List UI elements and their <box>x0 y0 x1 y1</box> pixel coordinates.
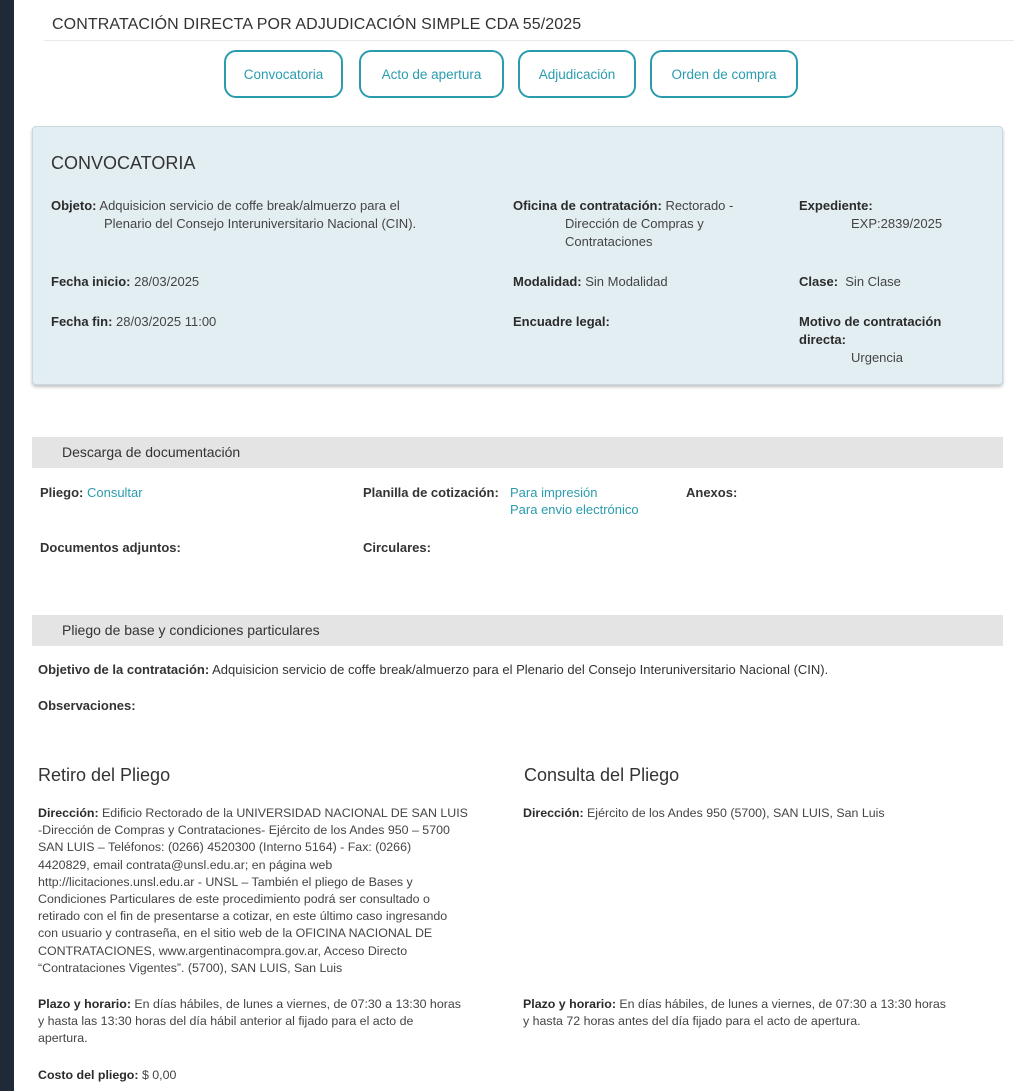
retiro-direccion-label: Dirección: <box>38 806 99 820</box>
objeto-value-line1: Adquisicion servicio de coffe break/almuerzo para el <box>99 198 400 213</box>
tab-acto-de-apertura[interactable]: Acto de apertura <box>359 50 504 98</box>
modalidad-value: Sin Modalidad <box>585 274 668 289</box>
retiro-heading: Retiro del Pliego <box>38 765 171 785</box>
encuadre-label: Encuadre legal: <box>513 314 610 329</box>
page-title: CONTRATACIÓN DIRECTA POR ADJUDICACIÓN SIMPLE CDA 55/2025 <box>52 16 582 33</box>
consulta-plazo: Plazo y horario: En días hábiles, de lunes a viernes, de 07:30 a 13:30 horas y hasta 72 horas antes del día fijado para el acto de apertura. <box>523 997 946 1029</box>
planilla-impresion-link[interactable]: Para impresión <box>510 485 598 500</box>
planilla-links <box>510 484 639 518</box>
anexos-label: Anexos: <box>686 485 738 500</box>
consulta-plazo-label: Plazo y horario: <box>523 997 616 1011</box>
retiro-direccion: Dirección: Edificio Rectorado de la UNIVERSIDAD NACIONAL DE SAN LUIS -Dirección de Compras y Contrataciones- Ejército de los Andes 950 – 5700 SAN LUIS – Teléfonos: (0266) 4520300 (Interno 5164) - Fax: (0266) 4420829, email contrata@unsl.edu.ar; en página web http://licitaciones.unsl.edu.ar - UNSL – También el pliego de Bases y Condiciones Particulares de este procedimiento podrá ser consultado o retirado con el fin de presentarse a cotizar, en este último caso ingresando con usuario y contraseña, en el sitio web de la OFICINA NACIONAL DE CONTRATACIONES, www.argentinacompra.gov.ar, Acceso Directo “Contrataciones Vigentes”. (5700), SAN LUIS, San Luis <box>38 806 468 975</box>
fecha-fin-label: Fecha fin: <box>51 314 113 329</box>
costo-label: Costo del pliego: <box>38 1068 139 1082</box>
clase-field <box>799 273 901 291</box>
modalidad-field <box>513 273 668 291</box>
pliego-label: Pliego: <box>40 485 84 500</box>
objetivo-field <box>38 661 1008 678</box>
retiro-plazo: Plazo y horario: En días hábiles, de lunes a viernes, de 07:30 a 13:30 horas y hasta las 13:30 horas del día hábil anterior al fijado para el acto de apertura. <box>38 997 461 1046</box>
pliego-consultar-link[interactable]: Consultar <box>86 485 143 500</box>
page-container <box>14 0 1028 1091</box>
costo-pliego <box>38 1067 176 1084</box>
convocatoria-panel <box>32 126 1003 385</box>
planilla-envio-electronico-link[interactable]: Para envio electrónico <box>510 502 639 517</box>
expediente-label: Expediente: <box>799 198 873 213</box>
tab-adjudicacion[interactable]: Adjudicación <box>518 50 636 98</box>
clase-value: Sin Clase <box>845 274 901 289</box>
consulta-direccion <box>523 805 1013 822</box>
fecha-inicio-label: Fecha inicio: <box>51 274 131 289</box>
motivo-value: Urgencia <box>851 350 904 365</box>
modalidad-label: Modalidad: <box>513 274 582 289</box>
descarga-heading: Descarga de documentación <box>32 437 1003 468</box>
motivo-label-line1: Motivo de contratación <box>799 314 942 329</box>
observaciones-label: Observaciones: <box>38 698 136 713</box>
objetivo-label: Objetivo de la contratación: <box>38 662 210 677</box>
oficina-value-line2: Dirección de Compras y <box>565 216 704 231</box>
objeto-label: Objeto: <box>51 198 97 213</box>
convocatoria-heading: CONVOCATORIA <box>51 153 196 173</box>
expediente-field <box>799 197 989 233</box>
consulta-direccion-value: Ejército de los Andes 950 (5700), SAN LUIS, San Luis <box>587 806 885 820</box>
oficina-label: Oficina de contratación: <box>513 198 662 213</box>
expediente-value: EXP:2839/2025 <box>851 216 943 231</box>
clase-label: Clase: <box>799 274 839 289</box>
oficina-value-line1: Rectorado - <box>665 198 734 213</box>
planilla-label: Planilla de cotización: <box>363 485 499 500</box>
circulares-label: Circulares: <box>363 540 431 555</box>
title-divider <box>44 40 1014 41</box>
costo-value: $ 0,00 <box>141 1068 177 1082</box>
motivo-field <box>799 313 989 367</box>
documentos-adjuntos-label: Documentos adjuntos: <box>40 540 181 555</box>
fecha-inicio-value: 28/03/2025 <box>134 274 200 289</box>
objeto-field <box>51 197 501 233</box>
motivo-label-line2: directa: <box>799 332 846 347</box>
consulta-heading: Consulta del Pliego <box>524 765 680 785</box>
pliego-base-heading: Pliego de base y condiciones particulares <box>32 615 1003 646</box>
encuadre-field <box>513 313 610 331</box>
fecha-inicio-field <box>51 273 199 291</box>
retiro-plazo-label: Plazo y horario: <box>38 997 131 1011</box>
fecha-fin-field <box>51 313 216 331</box>
objeto-value-line2: Plenario del Consejo Interuniversitario Nacional (CIN). <box>104 216 417 231</box>
consulta-direccion-label: Dirección: <box>523 806 584 820</box>
objetivo-value: Adquisicion servicio de coffe break/almuerzo para el Plenario del Consejo Interuniversitario Nacional (CIN). <box>212 662 829 677</box>
oficina-value-line3: Contrataciones <box>565 234 653 249</box>
tab-convocatoria[interactable]: Convocatoria <box>224 50 343 98</box>
fecha-fin-value: 28/03/2025 11:00 <box>116 314 217 329</box>
tab-orden-de-compra[interactable]: Orden de compra <box>650 50 798 98</box>
oficina-field <box>513 197 783 251</box>
pliego-field <box>40 484 143 501</box>
